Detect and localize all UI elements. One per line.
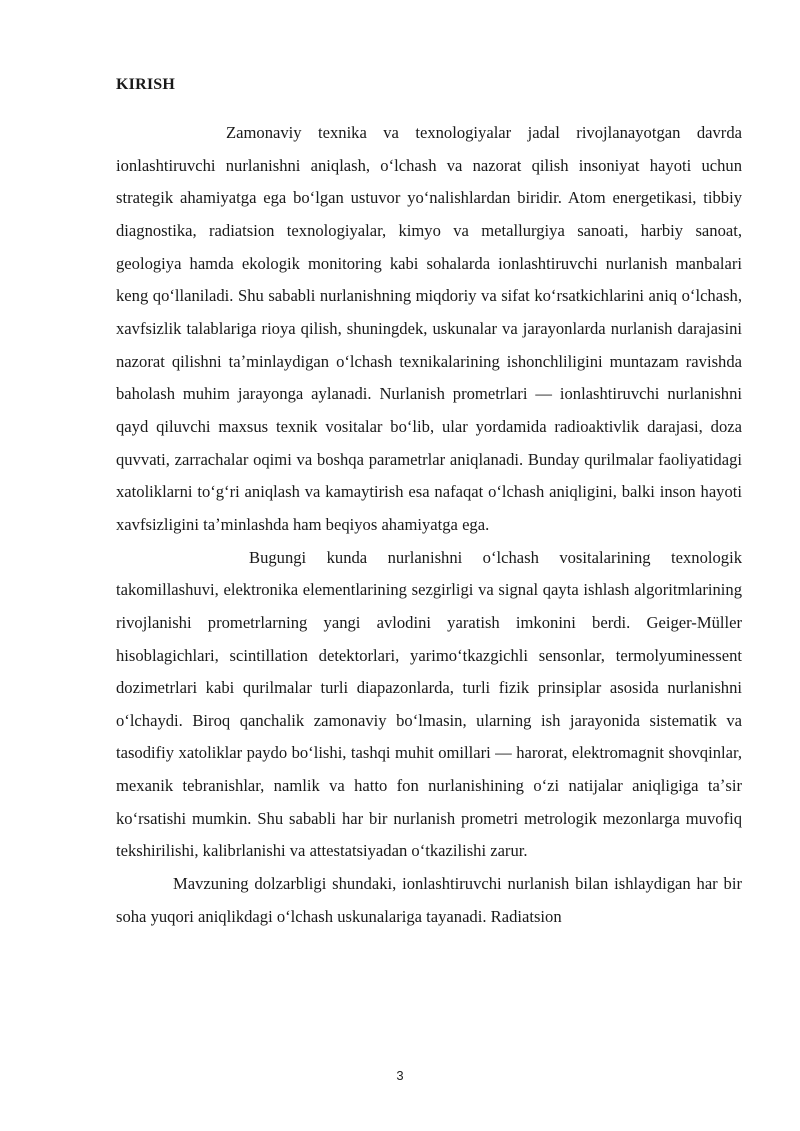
paragraph-technology: Bugungi kunda nurlanishni oʻlchash vositalarining texnologik takomillashuvi, elektronika elementlarining sezgirligi va signal qayta ishlash algoritmlarining rivojlanishi prometrlarning yangi avlodini yaratish imkonini berdi. Geiger-Müller hisoblagichlari, scintillation detektorlari, yarimoʻtkazgichli sensonlar, termolyuminessent dozimetrlari kabi qurilmalar turli diapazonlarda, turli fizik prinsiplar asosida nurlanishni oʻlchaydi. Biroq qanchalik zamonaviy boʻlmasin, ularning ish jarayonida sistematik va tasodifiy xatoliklar paydo boʻlishi, tashqi muhit omillari — harorat, elektromagnit shovqinlar, mexanik tebranishlar, namlik va hatto fon nurlanishining oʻzi natijalar aniqligiga taʼsir koʻrsatishi mumkin. Shu sababli har bir nurlanish prometri metrologik mezonlarga muvofiq tekshirilishi, kalibrlanishi va attestatsiyadan oʻtkazilishi zarur. [116, 547, 742, 861]
body-text [116, 117, 742, 933]
section-heading: KIRISH [116, 76, 175, 93]
page-number: 3 [396, 1068, 404, 1083]
paragraph-intro: Zamonaviy texnika va texnologiyalar jadal rivojlanayotgan davrda ionlashtiruvchi nurlanishni aniqlash, oʻlchash va nazorat qilish insoniyat hayoti uchun strategik ahamiyatga ega boʻlgan ustuvor yoʻnalishlardan biridir. Atom energetikasi, tibbiy diagnostika, radiatsion texnologiyalar, kimyo va metallurgiya sanoati, harbiy sanoat, geologiya hamda ekologik monitoring kabi sohalarda ionlashtiruvchi nurlanish manbalari keng qoʻllaniladi. Shu sababli nurlanishning miqdoriy va sifat koʻrsatkichlarini aniq oʻlchash, xavfsizlik talablariga rioya qilish, shuningdek, uskunalar va jarayonlarda nurlanish darajasini nazorat qilishni taʼminlaydigan oʻlchash texnikalarining ishonchliligini muntazam ravishda baholash muhim jarayonga aylanadi. Nurlanish prometrlari — ionlashtiruvchi nurlanishni qayd qiluvchi maxsus texnik vositalar boʻlib, ular yordamida radioaktivlik darajasi, doza quvvati, zarrachalar oqimi va boshqa parametrlar aniqlanadi. Bunday qurilmalar faoliyatidagi xatoliklarni toʻgʻri aniqlash va kamaytirish esa nafaqat oʻlchash aniqligini, balki inson hayoti xavfsizligini taʼminlashda ham beqiyos ahamiyatga ega. [116, 123, 742, 534]
paragraph-relevance: Mavzuning dolzarbligi shundaki, ionlashtiruvchi nurlanish bilan ishlaydigan har bir soha yuqori aniqlikdagi oʻlchash uskunalariga tayanadi. Radiatsion [116, 874, 742, 926]
